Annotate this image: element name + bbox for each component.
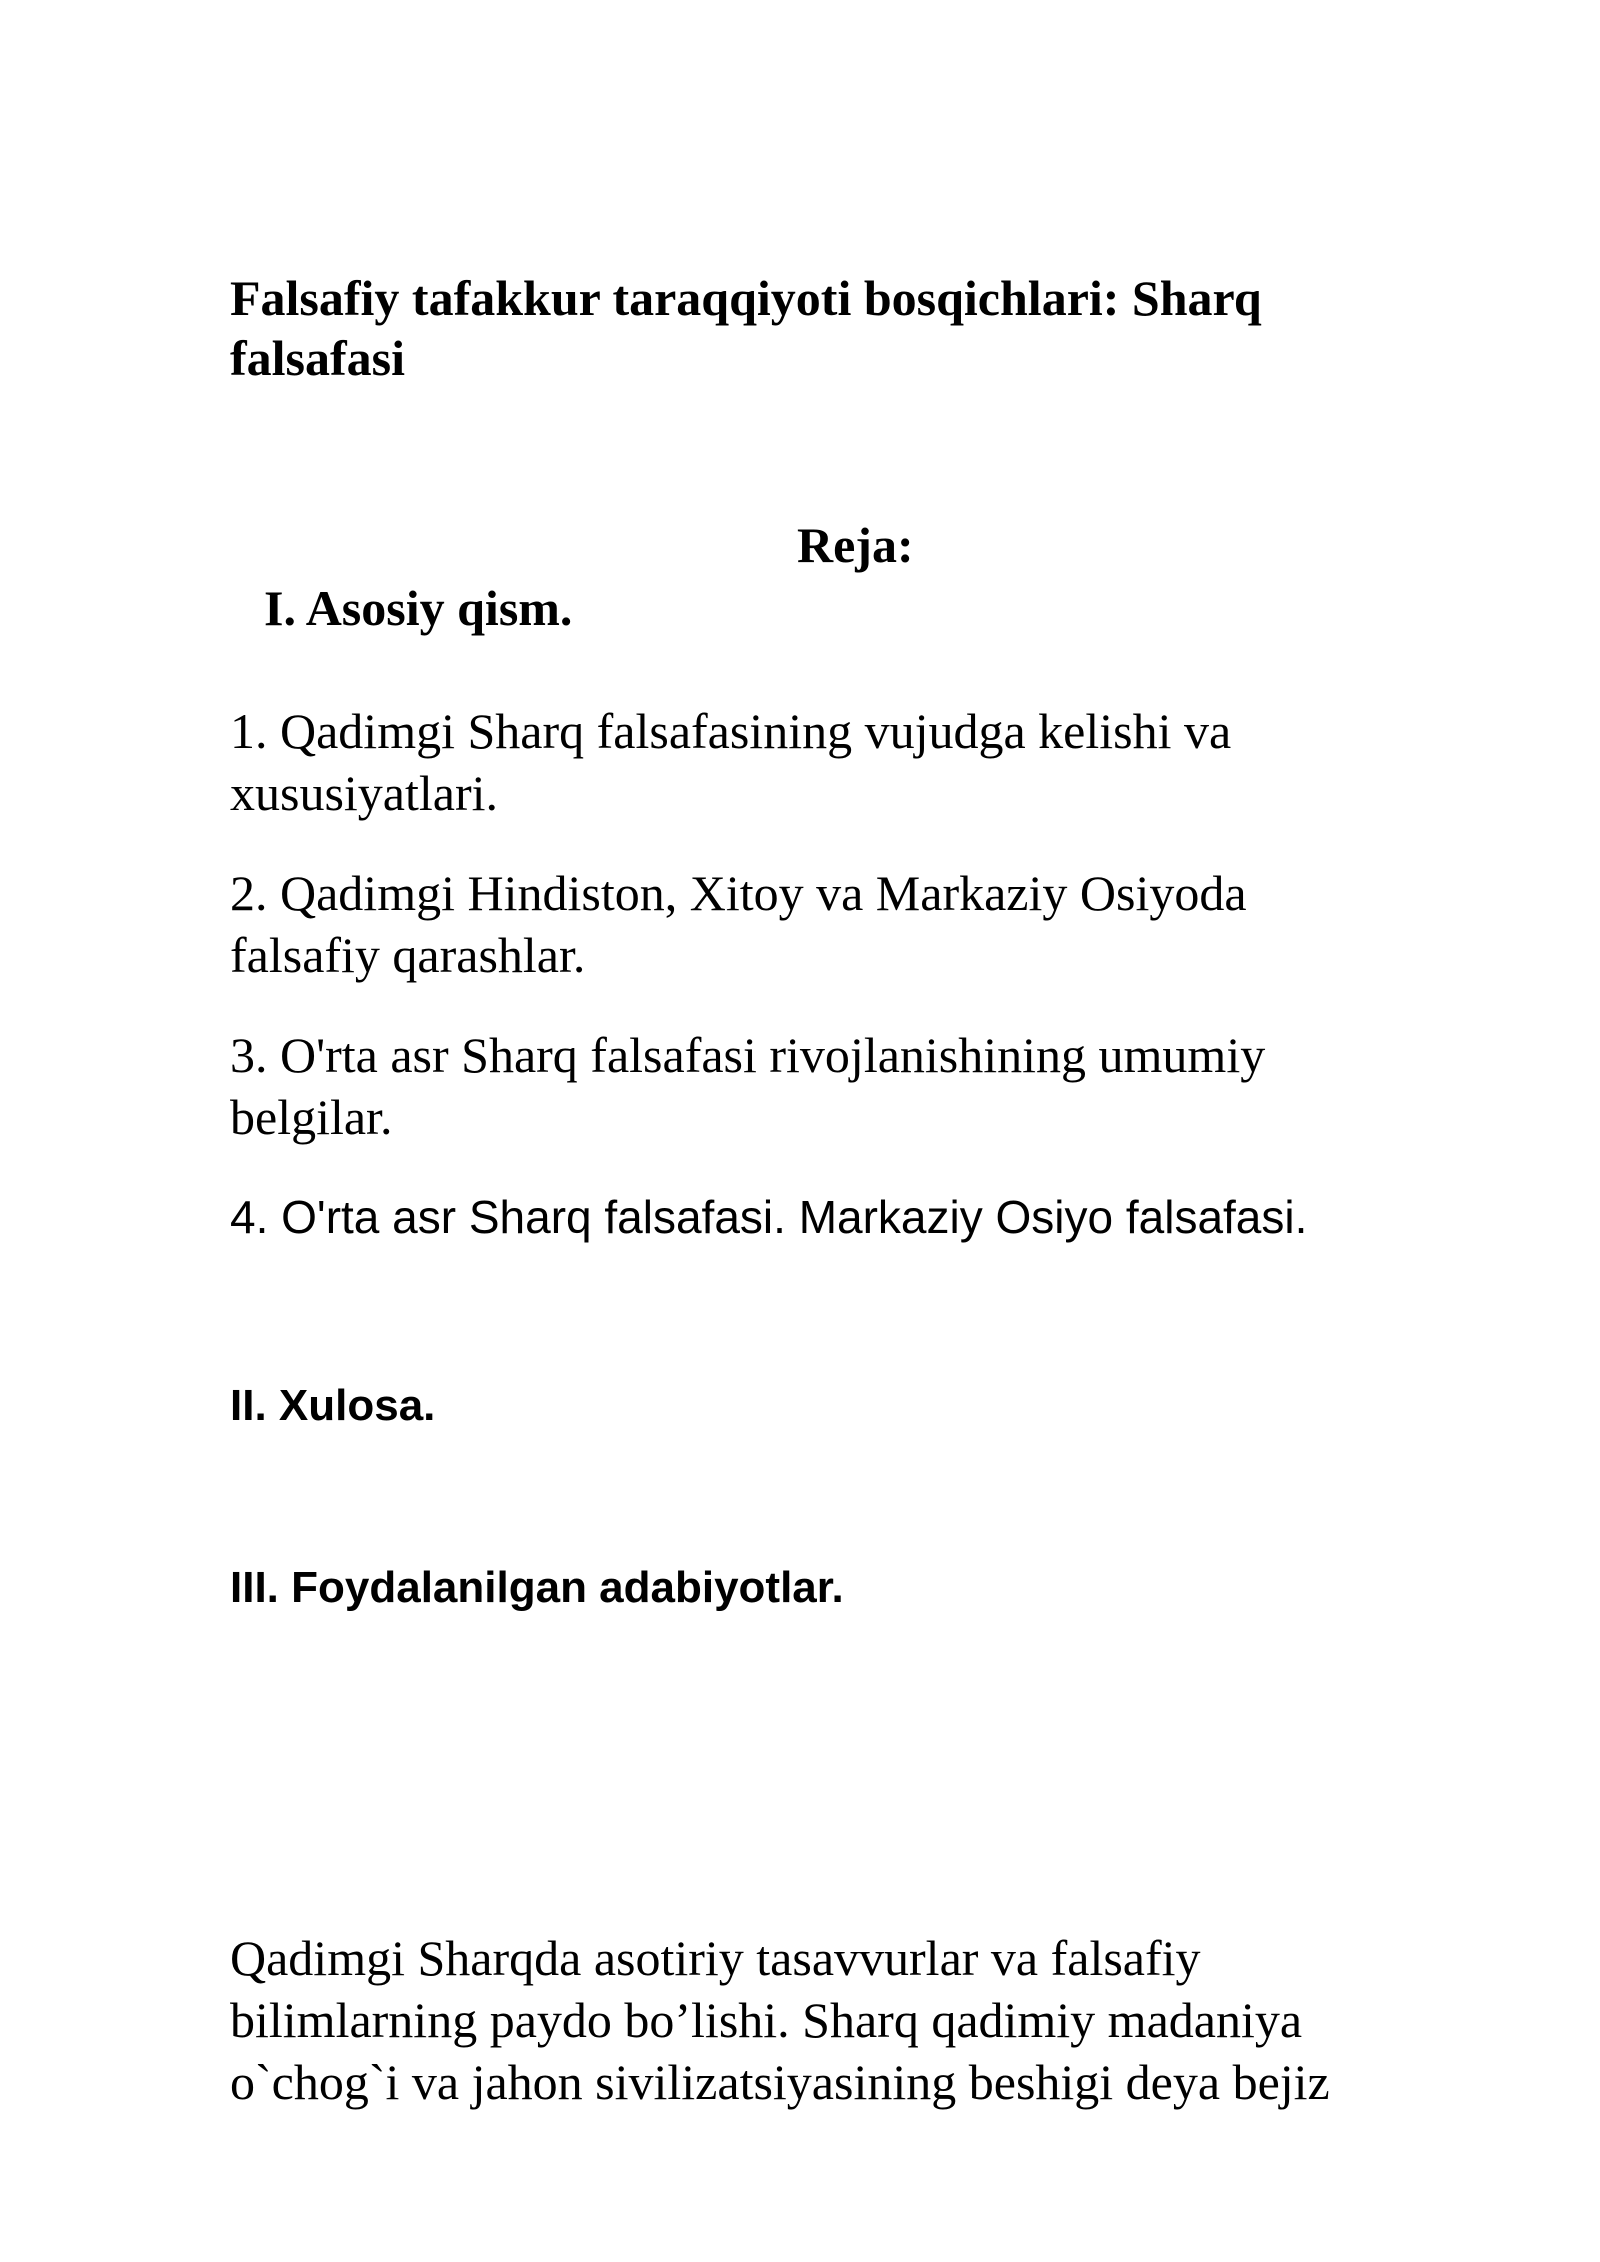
plan-item-1-line-1: 1. Qadimgi Sharq falsafasining vujudga kelishi va xyxy=(230,703,1232,759)
plan-item-3-line-2: belgilar. xyxy=(230,1089,393,1145)
plan-item-2-line-2: falsafiy qarashlar. xyxy=(230,927,586,983)
title-line-1: Falsafiy tafakkur taraqqiyoti bosqichlari: Sharq xyxy=(230,270,1262,326)
plan-item-4 xyxy=(230,1186,1430,1248)
title-line-2: falsafasi xyxy=(230,330,405,386)
plan-item-2-line-1: 2. Qadimgi Hindiston, Xitoy va Markaziy Osiyoda xyxy=(230,865,1247,921)
body-paragraph-line-1: Qadimgi Sharqda asotiriy tasavvurlar va falsafiy xyxy=(230,1930,1201,1986)
plan-item-2 xyxy=(230,862,1430,986)
body-paragraph-line-3: o`chog`i va jahon sivilizatsiyasining beshigi deya bejiz xyxy=(230,2054,1330,2110)
plan-item-1 xyxy=(230,700,1430,824)
document-title xyxy=(230,268,1430,388)
plan-item-1-line-2: xususiyatlari. xyxy=(230,765,499,821)
plan-item-3-line-1: 3. O'rta asr Sharq falsafasi rivojlanishining umumiy xyxy=(230,1027,1266,1083)
body-paragraph xyxy=(230,1927,1480,2113)
section-main-part: I. Asosiy qism. xyxy=(264,580,573,636)
plan-heading: Reja: xyxy=(797,517,914,573)
section-conclusion: II. Xulosa. xyxy=(230,1381,436,1430)
body-paragraph-line-2: bilimlarning paydo bo’lishi. Sharq qadimiy madaniya xyxy=(230,1992,1303,2048)
section-references: III. Foydalanilgan adabiyotlar. xyxy=(230,1563,844,1612)
plan-item-3 xyxy=(230,1024,1430,1148)
plan-item-4-line-1: 4. O'rta asr Sharq falsafasi. Markaziy Osiyo falsafasi. xyxy=(230,1191,1308,1243)
